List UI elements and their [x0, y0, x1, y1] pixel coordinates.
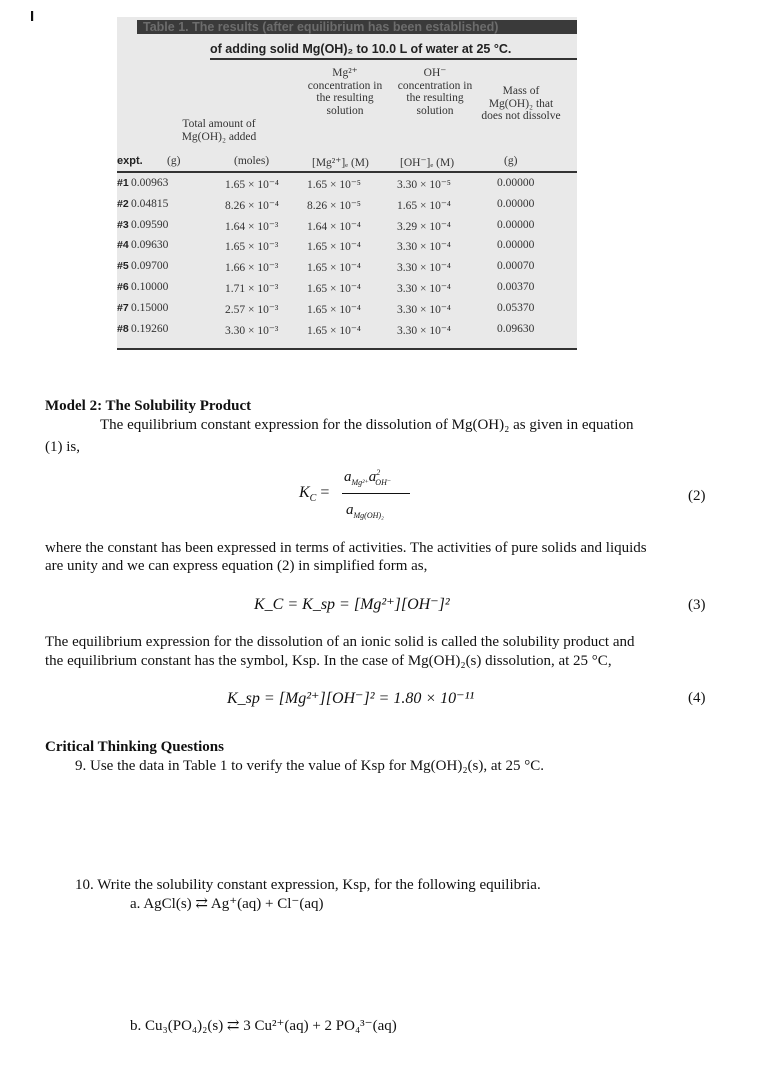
cell-moles: 1.71 × 10⁻³ — [225, 283, 279, 295]
cell-oh: 3.30 × 10⁻⁴ — [397, 241, 451, 254]
eq2-number: (2) — [688, 488, 706, 504]
cell-grams: 0.04815 — [131, 197, 169, 210]
question-10: 10. Write the solubility constant expression, Ksp, for the following equilibria. — [75, 877, 541, 893]
header-mg-concentration: Mg²⁺ concentration in the resulting solution — [307, 67, 383, 117]
question-9: 9. Use the data in Table 1 to verify the value of Ksp for Mg(OH)₂(s), at 25 °C. — [75, 758, 544, 774]
cell-grams: 0.09590 — [131, 218, 169, 231]
units-moles: (moles) — [234, 155, 270, 167]
cell-grams: 0.09630 — [131, 239, 169, 252]
units-oh: [OH⁻]ₑ (M) — [400, 157, 455, 169]
cell-mg: 1.65 × 10⁻⁴ — [307, 241, 361, 254]
table-row — [117, 302, 577, 318]
header-mass-undissolved: Mass of Mg(OH)₂ that does not dissolve — [481, 85, 561, 122]
cell-num: #4 — [117, 239, 129, 252]
cell-mass: 0.00000 — [497, 197, 535, 210]
cell-oh: 3.30 × 10⁻⁴ — [397, 324, 451, 337]
header-oh-concentration: OH⁻ concentration in the resulting solution — [397, 67, 473, 117]
cell-oh: 1.65 × 10⁻⁴ — [397, 199, 451, 212]
table-caption — [117, 20, 577, 56]
table-bottom-rule — [117, 348, 577, 350]
table-header-rule — [117, 171, 577, 173]
eq2-den-a: a — [346, 502, 354, 518]
eq2-den-sub: Mg(OH)₂ — [353, 511, 384, 520]
eq2-num-a1: a — [344, 469, 352, 485]
cell-num: #2 — [117, 197, 129, 210]
eq2-fraction-bar — [342, 493, 410, 494]
cell-mg: 1.65 × 10⁻⁴ — [307, 262, 361, 275]
equation-3: K_C = K_sp = [Mg²⁺][OH⁻]² — [254, 596, 450, 613]
cell-num: #8 — [117, 322, 129, 335]
eq4-number: (4) — [688, 690, 706, 706]
cell-mass: 0.00000 — [497, 177, 535, 189]
table-row — [117, 177, 577, 193]
eq2-num-sub2: OH⁻ — [375, 478, 392, 487]
cell-mg: 1.65 × 10⁻⁴ — [307, 303, 361, 316]
question-10b: b. Cu₃(PO₄)₂(s) ⇄ 3 Cu²⁺(aq) + 2 PO₄³⁻(aq) — [130, 1018, 397, 1034]
cell-oh: 3.30 × 10⁻⁴ — [397, 283, 451, 295]
cell-mass: 0.00000 — [497, 239, 535, 252]
eq3-number: (3) — [688, 597, 706, 613]
cell-mass: 0.05370 — [497, 301, 535, 314]
cell-num: #5 — [117, 260, 129, 273]
eq2-lhs: K — [299, 484, 310, 501]
cell-moles: 2.57 × 10⁻³ — [225, 303, 279, 316]
table-row — [117, 281, 577, 297]
table-row — [117, 198, 577, 214]
cell-grams: 0.00963 — [131, 177, 169, 189]
table-row — [117, 260, 577, 276]
cell-mass: 0.09630 — [497, 322, 535, 335]
equation-4: K_sp = [Mg²⁺][OH⁻]² = 1.80 × 10⁻¹¹ — [227, 690, 475, 707]
eq2-equals: = — [320, 484, 330, 501]
cell-mg: 1.64 × 10⁻⁴ — [307, 220, 361, 233]
table-top-rule — [210, 58, 577, 60]
cell-grams: 0.09700 — [131, 260, 169, 273]
table-units-row — [117, 155, 577, 169]
cell-grams: 0.15000 — [131, 301, 169, 314]
cell-num: #3 — [117, 218, 129, 231]
cell-oh: 3.30 × 10⁻⁴ — [397, 262, 451, 275]
cell-moles: 1.65 × 10⁻⁴ — [225, 179, 279, 191]
cell-mg: 8.26 × 10⁻⁵ — [307, 199, 361, 212]
units-mass: (g) — [504, 155, 518, 167]
table-row — [117, 219, 577, 235]
cell-num: #6 — [117, 281, 129, 293]
cell-mg: 1.65 × 10⁻⁴ — [307, 283, 361, 295]
eq2-num-sub1: Mg²⁺ — [351, 478, 369, 487]
cell-oh: 3.30 × 10⁻⁵ — [397, 179, 451, 191]
cell-num: #1 — [117, 177, 129, 189]
model2-intro-line2: (1) is, — [45, 439, 80, 455]
question-10a: a. AgCl(s) ⇄ Ag⁺(aq) + Cl⁻(aq) — [130, 896, 324, 912]
paragraph3-line1: The equilibrium expression for the dissolution of an ionic solid is called the solubility product and — [45, 634, 635, 650]
table-row — [117, 323, 577, 339]
table-caption-line2: of adding solid Mg(OH)₂ to 10.0 L of water at 25 °C. — [210, 42, 512, 56]
results-table — [117, 17, 577, 350]
paragraph2-line2: are unity and we can express equation (2) in simplified form as, — [45, 558, 428, 574]
eq2-num-a2: a — [368, 469, 377, 485]
header-total-added: Total amount of Mg(OH)₂ added — [181, 118, 257, 143]
paragraph2-line1: where the constant has been expressed in terms of activities. The activities of pure solids and liquids — [45, 540, 647, 556]
model2-intro-line1: The equilibrium constant expression for the dissolution of Mg(OH)₂ as given in equation — [100, 417, 634, 433]
page-corner-mark: I — [30, 8, 35, 25]
eq2-denominator — [346, 502, 384, 520]
units-mg: [Mg²⁺]ₑ (M) — [312, 157, 369, 169]
questions-heading: Critical Thinking Questions — [45, 739, 224, 755]
cell-grams: 0.19260 — [131, 322, 169, 335]
units-grams: (g) — [167, 155, 181, 167]
cell-mg: 1.65 × 10⁻⁵ — [307, 179, 361, 191]
paragraph3-line2: the equilibrium constant has the symbol, Ksp. In the case of Mg(OH)₂(s) dissolution, at 25 °C, — [45, 653, 612, 669]
table-caption-line1: Table 1. The results (after equilibrium has been established) — [137, 20, 577, 34]
cell-moles: 1.66 × 10⁻³ — [225, 262, 279, 275]
cell-mg: 1.65 × 10⁻⁴ — [307, 324, 361, 337]
model2-heading: Model 2: The Solubility Product — [45, 398, 252, 414]
eq2-lhs-sub: C — [309, 493, 317, 505]
eq2-num-exp2: 2 — [376, 468, 381, 477]
cell-mass: 0.00370 — [497, 281, 535, 293]
cell-moles: 8.26 × 10⁻⁴ — [225, 199, 279, 212]
units-expt: expt. — [117, 155, 143, 167]
cell-grams: 0.10000 — [131, 281, 169, 293]
cell-mass: 0.00000 — [497, 218, 535, 231]
cell-oh: 3.29 × 10⁻⁴ — [397, 220, 451, 233]
cell-moles: 3.30 × 10⁻³ — [225, 324, 279, 337]
cell-mass: 0.00070 — [497, 260, 535, 273]
cell-moles: 1.64 × 10⁻³ — [225, 220, 279, 233]
eq2-numerator — [344, 468, 391, 487]
table-row — [117, 239, 577, 255]
cell-num: #7 — [117, 301, 129, 314]
cell-oh: 3.30 × 10⁻⁴ — [397, 303, 451, 316]
cell-moles: 1.65 × 10⁻³ — [225, 241, 279, 254]
